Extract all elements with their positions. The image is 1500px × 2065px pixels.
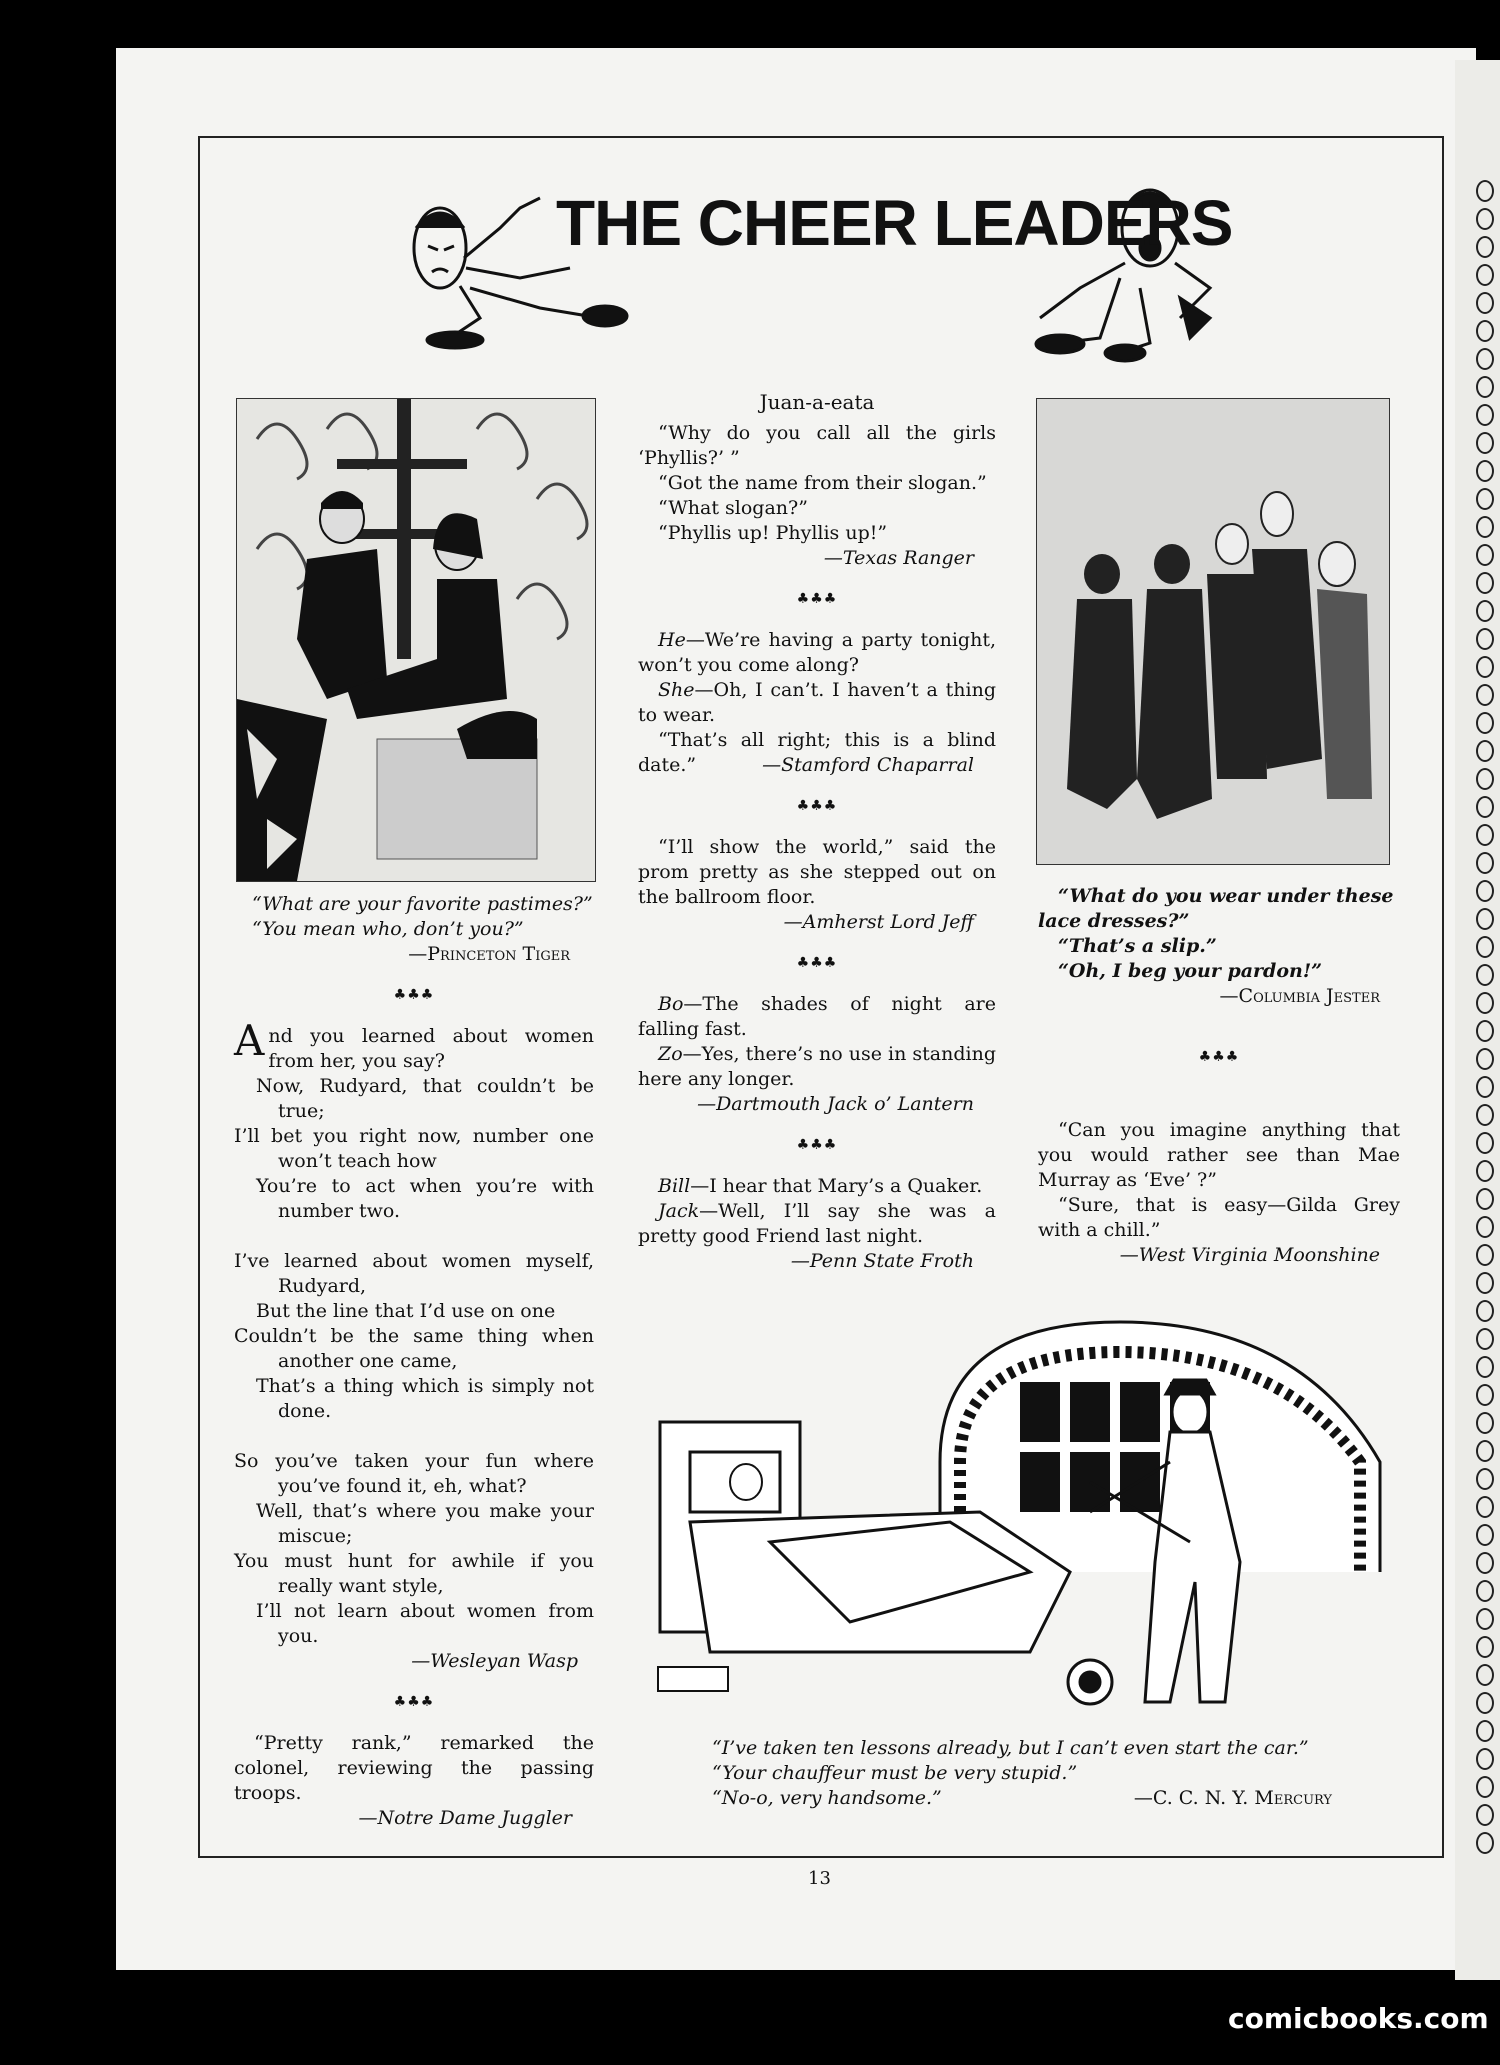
dialogue-line: “That’s all right; this is a blind date.”: [638, 729, 996, 776]
dialogue-line: “Phyllis up! Phyllis up!”: [658, 522, 888, 544]
binding-ring: [1476, 1244, 1494, 1266]
binding-ring: [1476, 824, 1494, 846]
page-title: THE CHEER LEADERS: [556, 187, 1233, 259]
speaker-label: Jack: [658, 1200, 700, 1222]
poem-source: —Wesleyan Wasp: [411, 1650, 578, 1672]
binding-ring: [1476, 1440, 1494, 1462]
binding-ring: [1476, 880, 1494, 902]
binding-ring: [1476, 936, 1494, 958]
poem-line: Now, Rudyard, that couldn’t be true;: [256, 1075, 594, 1122]
binding-ring: [1476, 376, 1494, 398]
ornament: ♣♣♣: [393, 1694, 435, 1710]
dialogue-line: “I’ll show the world,” said the prom pretty as she stepped out on the ballroom floor.: [638, 836, 996, 908]
binding-ring: [1476, 1552, 1494, 1574]
right-caption-source: —Columbia Jester: [1219, 985, 1380, 1007]
speaker-label: She: [658, 679, 695, 701]
poem-dropcap: A: [234, 1016, 265, 1065]
binding-ring: [1476, 1356, 1494, 1378]
binding-ring: [1476, 1384, 1494, 1406]
poem-line: You’re to act when you’re with number two.: [256, 1175, 594, 1222]
joke-source: —Dartmouth Jack o’ Lantern: [697, 1093, 974, 1115]
poem-line: So you’ve taken your fun where you’ve found it, eh, what?: [234, 1450, 594, 1497]
bottom-caption-line1: “I’ve taken ten lessons already, but I can’t even start the car.”: [712, 1737, 1309, 1759]
binding-ring: [1476, 460, 1494, 482]
binding-ring: [1476, 292, 1494, 314]
poem-line: That’s a thing which is simply not done.: [256, 1375, 594, 1422]
poem-line: But the line that I’d use on one: [256, 1300, 556, 1322]
binding-ring: [1476, 1272, 1494, 1294]
binding-ring: [1476, 404, 1494, 426]
joke-source: —Penn State Froth: [790, 1250, 974, 1272]
binding-ring: [1476, 1692, 1494, 1714]
poem-line: I’ve learned about women myself, Rudyard,: [234, 1250, 594, 1297]
left-caption-line2: “You mean who, don’t you?”: [252, 918, 524, 940]
binding-ring: [1476, 684, 1494, 706]
binding-ring: [1476, 1412, 1494, 1434]
binding-ring: [1476, 992, 1494, 1014]
speaker-label: Bill: [658, 1175, 691, 1197]
binding-ring: [1476, 1720, 1494, 1742]
joke-mae-murray-source: —West Virginia Moonshine: [1119, 1244, 1380, 1266]
ornament: ♣♣♣: [796, 591, 838, 607]
binding-ring: [1476, 1580, 1494, 1602]
binding-ring: [1476, 1020, 1494, 1042]
binding-ring: [1476, 1804, 1494, 1826]
center-column: [638, 390, 996, 1274]
binding-ring: [1476, 712, 1494, 734]
binding-ring: [1476, 1748, 1494, 1770]
bottom-caption-line3: “No-o, very handsome.”: [712, 1787, 942, 1809]
section-heading: Juan-a-eata: [759, 390, 875, 414]
binding-ring: [1476, 1104, 1494, 1126]
car-illustration: [650, 1312, 1384, 1712]
dialogue-line: —We’re having a party tonight, won’t you come along?: [638, 629, 996, 676]
speaker-label: Zo: [658, 1043, 683, 1065]
binding-ring: [1476, 1468, 1494, 1490]
binding-ring: [1476, 572, 1494, 594]
watermark-logo: comicbooks.com: [1228, 2002, 1489, 2035]
binding-ring: [1476, 852, 1494, 874]
dialogue-line: “What slogan?”: [658, 497, 808, 519]
binding-ring: [1476, 1328, 1494, 1350]
dialogue-line: —I hear that Mary’s a Quaker.: [690, 1175, 983, 1197]
dialogue-line: —Yes, there’s no use in standing here any longer.: [638, 1043, 996, 1090]
binding-ring: [1476, 1608, 1494, 1630]
left-caption-line1: “What are your favorite pastimes?”: [252, 893, 593, 915]
dialogue-line: —Well, I’ll say she was a pretty good Friend last night.: [638, 1200, 996, 1247]
bottom-caption-line2: “Your chauffeur must be very stupid.”: [712, 1762, 1078, 1784]
speaker-label: He: [658, 629, 686, 651]
bottom-caption-source: —C. C. N. Y. Mercury: [1133, 1787, 1332, 1809]
left-caption-source: —Princeton Tiger: [408, 943, 570, 965]
binding-ring: [1476, 544, 1494, 566]
poem-line: You must hunt for awhile if you really want style,: [234, 1550, 594, 1597]
binding-ring: [1476, 908, 1494, 930]
joke-pretty-rank: “Pretty rank,” remarked the colonel, reviewing the passing troops.: [234, 1732, 594, 1804]
joke-source: —Amherst Lord Jeff: [783, 911, 974, 933]
binding-ring: [1476, 180, 1494, 202]
binding-ring: [1476, 964, 1494, 986]
ornament: ♣♣♣: [1198, 1049, 1240, 1065]
joke-source: —Texas Ranger: [823, 547, 974, 569]
bottom-caption-line3-row: [712, 1786, 1332, 1811]
binding-ring: [1476, 320, 1494, 342]
binding-ring: [1476, 1832, 1494, 1854]
binding-ring: [1476, 236, 1494, 258]
binding-ring: [1476, 432, 1494, 454]
dialogue-line: —Oh, I can’t. I haven’t a thing to wear.: [638, 679, 996, 726]
binding-ring: [1476, 1664, 1494, 1686]
ornament: ♣♣♣: [796, 955, 838, 971]
poem: [234, 1016, 594, 1674]
dialogue-line: —The shades of night are falling fast.: [638, 993, 996, 1040]
right-column: [1038, 884, 1400, 1268]
poem-line: I’ll bet you right now, number one won’t teach how: [234, 1125, 594, 1172]
dialogue-line: “Got the name from their slogan.”: [658, 472, 987, 494]
joke-mae-murray-answer: “Sure, that is easy—Gilda Grey with a chill.”: [1038, 1194, 1400, 1241]
right-caption-line2: “That’s a slip.”: [1058, 935, 1217, 957]
poem-line: Couldn’t be the same thing when another one came,: [234, 1325, 594, 1372]
couple-illustration: [236, 398, 596, 882]
bottom-caption: [712, 1736, 1332, 1811]
binding-ring: [1476, 1160, 1494, 1182]
binding-ring: [1476, 600, 1494, 622]
speaker-label: Bo: [658, 993, 684, 1015]
page-number: 13: [808, 1868, 831, 1889]
binding-ring: [1476, 740, 1494, 762]
binding-ring: [1476, 1776, 1494, 1798]
poem-line: I’ll not learn about women from you.: [256, 1600, 594, 1647]
binding-ring: [1476, 348, 1494, 370]
binding-ring: [1476, 1496, 1494, 1518]
binding-ring: [1476, 1524, 1494, 1546]
binding-ring: [1476, 768, 1494, 790]
joke-mae-murray: “Can you imagine anything that you would rather see than Mae Murray as ‘Eve’ ?”: [1038, 1119, 1400, 1191]
ornament: ♣♣♣: [796, 798, 838, 814]
binding-ring: [1476, 1636, 1494, 1658]
binding-ring: [1476, 208, 1494, 230]
binding-ring: [1476, 1132, 1494, 1154]
joke-pretty-rank-source: —Notre Dame Juggler: [358, 1807, 572, 1829]
joke-source: —Stamford Chaparral: [762, 754, 974, 776]
binding-ring: [1476, 628, 1494, 650]
dialogue-line: “Why do you call all the girls ‘Phyllis?’ ”: [638, 422, 996, 469]
right-caption-line3: “Oh, I beg your pardon!”: [1058, 960, 1323, 982]
left-column: [234, 892, 594, 1831]
binding-ring: [1476, 1188, 1494, 1210]
binding-ring: [1476, 796, 1494, 818]
binding-ring: [1476, 1216, 1494, 1238]
ornament: ♣♣♣: [796, 1137, 838, 1153]
binding-ring: [1476, 264, 1494, 286]
group-illustration: [1036, 398, 1390, 865]
binding-ring: [1476, 1048, 1494, 1070]
binding-ring: [1476, 1300, 1494, 1322]
right-caption-line1: “What do you wear under these lace dresses?”: [1038, 885, 1394, 932]
poem-line: nd you learned about women from her, you say?: [268, 1025, 594, 1072]
binding-ring: [1476, 516, 1494, 538]
binding-rings: [1476, 180, 1500, 1680]
binding-ring: [1476, 656, 1494, 678]
binding-ring: [1476, 1076, 1494, 1098]
ornament: ♣♣♣: [393, 987, 435, 1003]
binding-ring: [1476, 488, 1494, 510]
poem-line: Well, that’s where you make your miscue;: [256, 1500, 594, 1547]
